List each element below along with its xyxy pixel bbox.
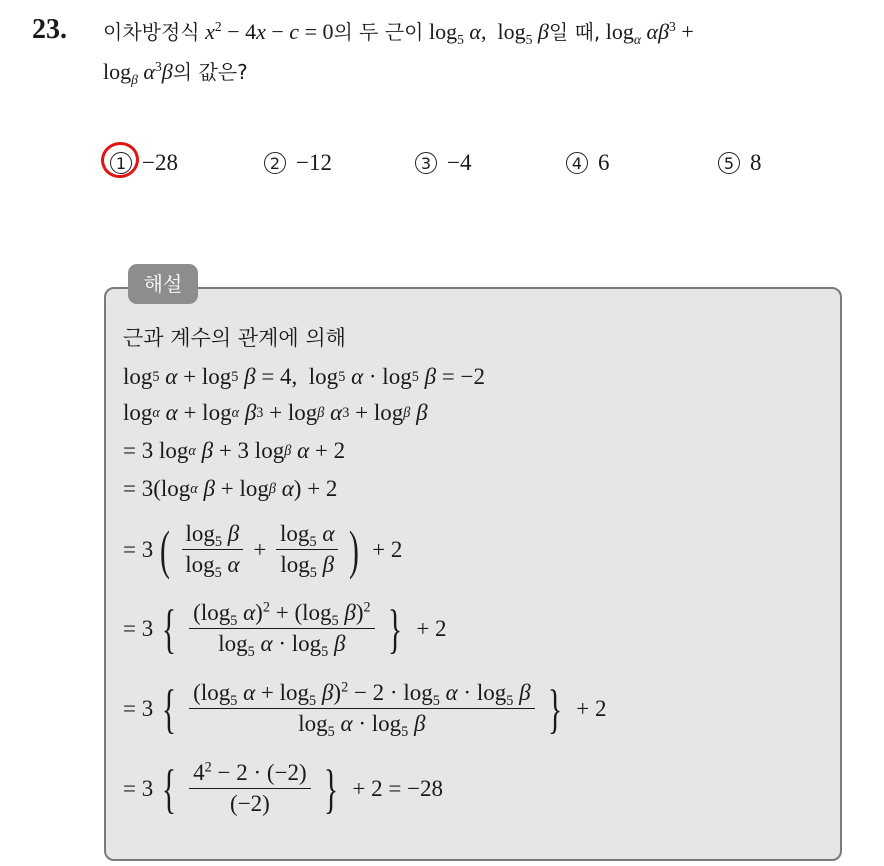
solution-line-3: = 3 log α β + 3 log β α + 2 [123, 438, 346, 463]
choice-value-3: −4 [447, 150, 472, 175]
choice-marker-2: 2 [264, 152, 286, 174]
choice-value-1: −28 [142, 150, 178, 175]
solution-label: 해설 [128, 264, 198, 304]
solution-intro: 근과 계수의 관계에 의해 [123, 326, 346, 350]
fraction-1: $\frac{\log_5 \beta}{\log_5 \alpha}$ [181, 521, 243, 578]
question-number: 23. [32, 14, 67, 45]
solution-line-2: log α α + log α β 3 + log β α 3 + log β β [123, 400, 428, 425]
solution-line-8: = 3 { $\frac{4^2 - 2 \cdot (-2)}{(-2)}$ } + 2 = −28 [123, 758, 444, 819]
question-text-line-2: $\log_\beta \alpha^3\beta$의 값은? [103, 58, 248, 87]
fraction-4: $\frac{(\log_5 \alpha + \log_5 \beta)^2 - 2 \cdot \log_5 \alpha \cdot \log_5 \beta}{\log_5 \alpha \cdot \log_5 \beta}$ [189, 680, 534, 737]
choice-value-4: 6 [598, 150, 610, 175]
solution-line-1: log 5 α + log 5 β = 4, log 5 α · log 5 β = −2 [123, 364, 485, 389]
solution-line-7: = 3 { $\frac{(\log_5 \alpha + \log_5 \beta)^2 - 2 \cdot \log_5 \alpha \cdot \log_5 \beta}{\log_5 \alpha \cdot \log_5 \beta}$ } + 2 [123, 678, 607, 740]
fraction-3: $\frac{(\log_5 \alpha)^2 + (\log_5 \beta)^2}{\log_5 \alpha \cdot \log_5 \beta}$ [189, 600, 374, 657]
choice-2[interactable] [264, 150, 332, 176]
choice-marker-5: 5 [718, 152, 740, 174]
choice-5[interactable] [718, 150, 762, 176]
choice-1[interactable] [110, 150, 178, 176]
question-text-line-1: 이차방정식 $x^2 - 4x - c = 0$의 두 근이 $\log_5 \alpha$, $\log_5 \beta$일 때, $\log_\alpha \alpha\beta^3$ + [103, 18, 694, 47]
solution-line-4: = 3(log α β + log β α ) + 2 [123, 476, 338, 501]
choice-value-2: −12 [296, 150, 332, 175]
solution-line-6: = 3 { $\frac{(\log_5 \alpha)^2 + (\log_5 \beta)^2}{\log_5 \alpha \cdot \log_5 \beta}$ } + 2 [123, 598, 447, 660]
fraction-5: $\frac{4^2 - 2 \cdot (-2)}{(-2)}$ [189, 760, 311, 817]
choice-marker-3: 3 [415, 152, 437, 174]
selected-answer-mark [98, 139, 142, 181]
solution-line-5: = 3 ( $\frac{\log_5 \beta}{\log_5 \alpha}$ + $\frac{\log_5 \alpha}{\log_5 \beta}$ ) + 2 [123, 519, 403, 581]
fraction-2: $\frac{\log_5 \alpha}{\log_5 \beta}$ [276, 521, 338, 578]
choice-marker-1: 1 [110, 152, 132, 174]
choice-marker-4: 4 [566, 152, 588, 174]
choice-value-5: 8 [750, 150, 762, 175]
choice-3[interactable] [415, 150, 471, 176]
choice-4[interactable] [566, 150, 610, 176]
answer-choices [0, 150, 884, 186]
